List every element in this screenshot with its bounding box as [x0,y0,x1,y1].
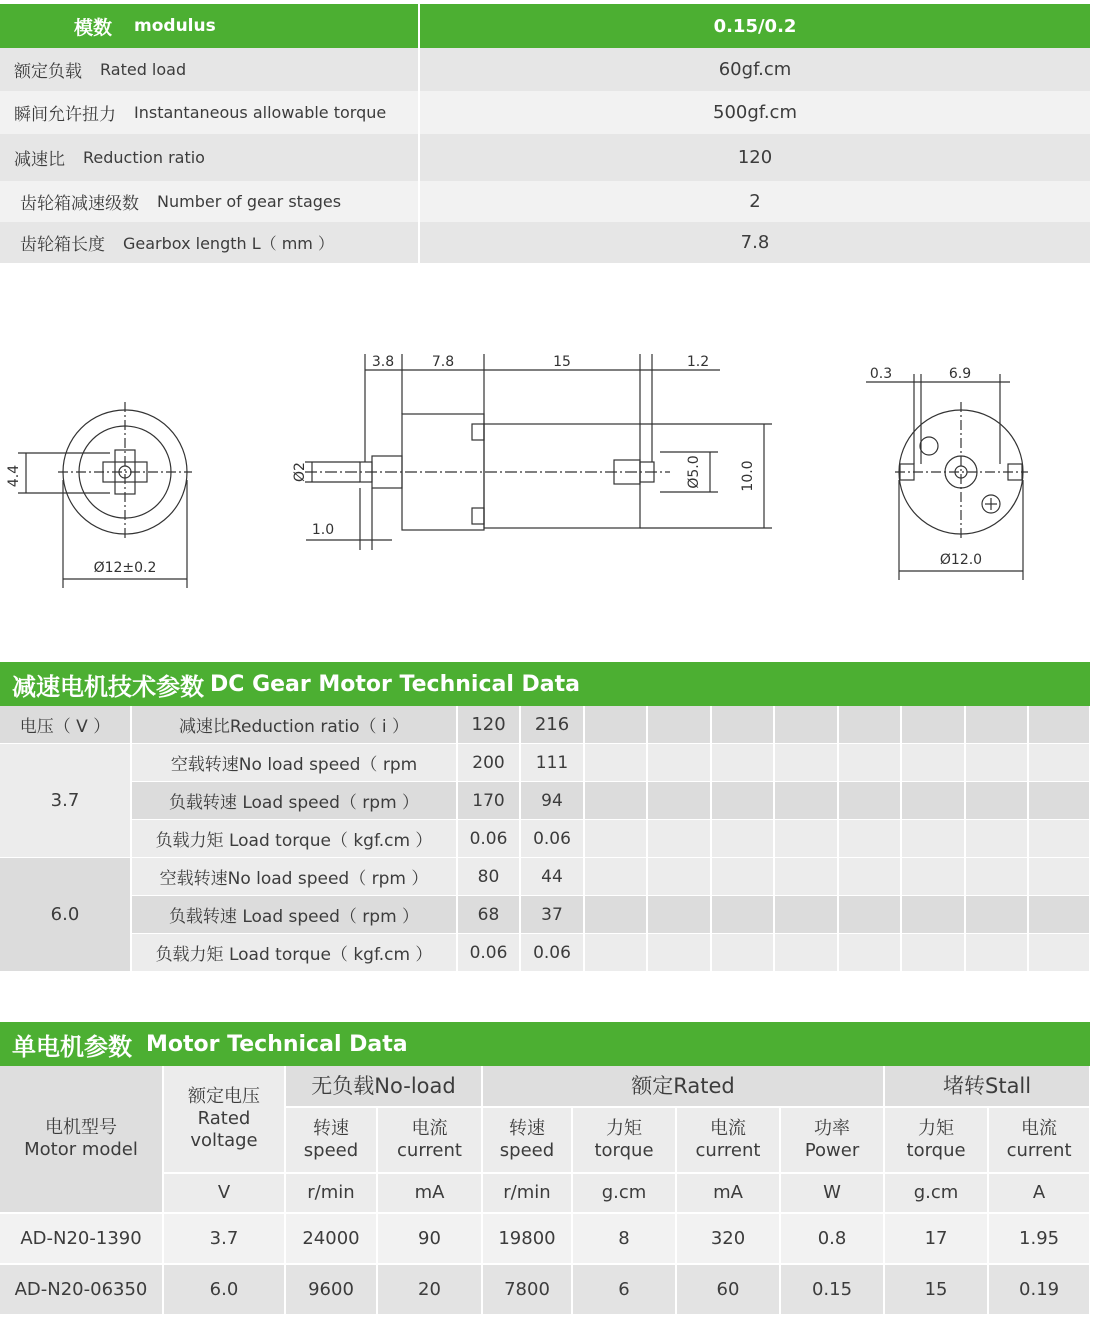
spec-label-zh: 齿轮箱长度 [20,235,105,255]
spec-label-en: Rated load [100,60,187,79]
data-cell: 0.19 [988,1264,1090,1315]
unit-cell: g.cm [884,1173,988,1213]
model-cell: AD-N20-1390 [0,1213,163,1264]
param-value: 0.06 [457,820,520,858]
data-cell: 320 [676,1213,780,1264]
data-cell: 7800 [482,1264,572,1315]
param-value: 111 [520,744,584,782]
gear-section-header [0,662,1090,706]
unit-cell: r/min [482,1173,572,1213]
param-value: 37 [520,896,584,934]
dim-label: Ø5.0 [686,455,702,489]
sub-header: 电流 current [377,1107,482,1173]
spec-label-zh: 齿轮箱减速级数 [20,194,139,214]
table-row [0,706,1090,744]
param-value: 68 [457,896,520,934]
spec-value: 60gf.cm [718,59,792,80]
sub-header: 力矩 torque [572,1107,676,1173]
dim-label: 3.8 [371,354,395,370]
table-row [0,896,1090,934]
spec-label-en: Reduction ratio [83,148,205,167]
dim-label: 0.3 [869,366,893,382]
param-label: 负载转速 Load speed（ rpm ） [131,896,457,934]
spec-row [0,181,1090,222]
table-row [0,1213,1090,1264]
voltage-header: 电压（ V ） [0,706,131,744]
dim-label: 1.2 [686,354,710,370]
unit-cell: r/min [285,1173,377,1213]
spec-row [0,48,1090,91]
unit-cell: mA [676,1173,780,1213]
spec-value: 500gf.cm [713,102,797,123]
dim-label: Ø12.0 [939,552,983,568]
rated-header: 额定Rated [482,1066,884,1107]
param-label: 负载力矩 Load torque（ kgf.cm ） [131,820,457,858]
param-value: 0.06 [520,934,584,972]
sub-header: 转速 speed [482,1107,572,1173]
ratio-header: 减速比Reduction ratio（ i ） [131,706,457,744]
stall-header: 堵转Stall [884,1066,1090,1107]
data-cell: 0.8 [780,1213,884,1264]
param-value: 200 [457,744,520,782]
param-value: 80 [457,858,520,896]
param-label: 空载转速No load speed（ rpm ） [131,858,457,896]
dim-label: 15 [553,354,571,370]
spec-label-en: Gearbox length L（ mm ） [123,234,334,253]
spec-value: 2 [749,191,761,212]
param-label: 负载转速 Load speed（ rpm ） [131,782,457,820]
spec-value: 7.8 [740,232,770,253]
unit-cell: W [780,1173,884,1213]
dim-label: 1.0 [311,522,335,538]
dim-label: 6.9 [948,366,972,382]
data-cell: 8 [572,1213,676,1264]
voltage-cell: 6.0 [0,858,131,972]
ratio-value: 120 [457,706,520,744]
data-cell: 0.15 [780,1264,884,1315]
voltage-header-zh: 额定电压 [188,1086,260,1107]
sub-header: 力矩 torque [884,1107,988,1173]
sub-header: 转速 speed [285,1107,377,1173]
table-row [0,782,1090,820]
model-cell: AD-N20-06350 [0,1264,163,1315]
param-label: 负载力矩 Load torque（ kgf.cm ） [131,934,457,972]
unit-cell: A [988,1173,1090,1213]
data-cell: 1.95 [988,1213,1090,1264]
data-cell: 20 [377,1264,482,1315]
dim-label: 10.0 [740,460,756,492]
voltage-header-en: Rated voltage [190,1108,258,1151]
unit-cell: mA [377,1173,482,1213]
table-row [0,858,1090,896]
data-cell: 24000 [285,1213,377,1264]
spec-row [0,134,1090,181]
rear-view-drawing [866,374,1028,580]
spec-header-row [0,4,1090,48]
data-cell: 3.7 [163,1213,285,1264]
data-cell: 9600 [285,1264,377,1315]
table-row [0,744,1090,782]
param-value: 94 [520,782,584,820]
spec-label-zh: 减速比 [14,150,65,170]
motor-section-title-en: Motor Technical Data [146,1031,408,1057]
param-value: 0.06 [520,820,584,858]
sub-header: 电流 current [988,1107,1090,1173]
motor-section-title-zh: 单电机参数 [12,1032,132,1061]
spec-row [0,222,1090,263]
data-cell: 6 [572,1264,676,1315]
param-value: 0.06 [457,934,520,972]
table-row [0,820,1090,858]
voltage-cell: 3.7 [0,744,131,858]
spec-label-en: Number of gear stages [157,192,342,211]
ratio-value: 216 [520,706,584,744]
sub-header: 电流 current [676,1107,780,1173]
unit-cell: V [163,1173,285,1213]
data-cell: 90 [377,1213,482,1264]
model-header [0,1066,163,1213]
spec-label-zh: 瞬间允许扭力 [14,105,116,125]
table-row [0,1066,1090,1107]
table-row [0,1173,1090,1213]
data-cell: 17 [884,1213,988,1264]
motor-table [0,1066,1091,1316]
dimension-drawings [0,340,1100,600]
spec-label-en: Instantaneous allowable torque [134,103,387,122]
sub-header: 功率 Power [780,1107,884,1173]
param-label: 空载转速No load speed（ rpm [131,744,457,782]
data-cell: 60 [676,1264,780,1315]
drawing-labels [6,354,982,576]
spec-label-zh: 额定负载 [14,62,82,82]
motor-section-header [0,1022,1090,1066]
model-header-zh: 电机型号 [45,1117,117,1138]
model-header-en: Motor model [24,1139,138,1160]
spec-header-zh: 模数 [74,16,113,39]
gear-section-title-zh: 减速电机技术参数 [12,672,204,701]
param-value: 170 [457,782,520,820]
voltage-header [163,1066,285,1173]
dim-label: 7.8 [431,354,455,370]
gear-section-title-en: DC Gear Motor Technical Data [210,671,581,697]
dim-label: 4.4 [6,464,22,488]
data-cell: 6.0 [163,1264,285,1315]
spec-header-label [0,4,420,48]
gear-motor-table [0,706,1091,972]
spec-header-value: 0.15/0.2 [713,15,797,37]
table-row [0,934,1090,972]
unit-cell: g.cm [572,1173,676,1213]
dim-label: Ø12±0.2 [93,560,157,576]
spec-table [0,4,1090,263]
noload-header: 无负载No-load [285,1066,482,1107]
data-cell: 19800 [482,1213,572,1264]
table-row [0,1264,1090,1315]
side-view-drawing [305,354,772,550]
spec-header-en: modulus [134,16,216,36]
drawing-svg [0,340,1100,600]
data-cell: 15 [884,1264,988,1315]
spec-value: 120 [737,147,773,168]
dim-label: Ø2 [292,462,308,482]
spec-row [0,91,1090,134]
param-value: 44 [520,858,584,896]
